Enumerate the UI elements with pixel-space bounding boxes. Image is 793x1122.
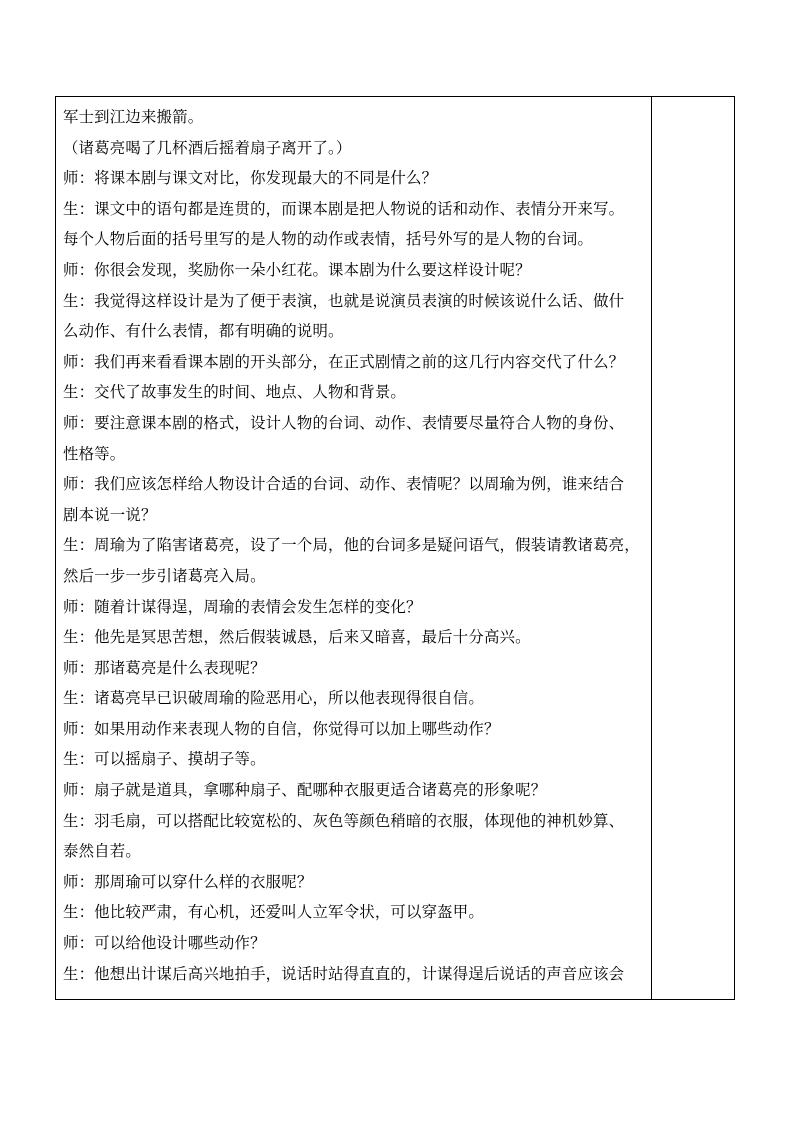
- text-line: 师：那诸葛亮是什么表现呢？: [63, 658, 266, 677]
- document-table: [55, 96, 735, 1000]
- text-line: 每个人物后面的括号里写的是人物的动作或表情，括号外写的是人物的台词。: [63, 230, 594, 249]
- text-line: 师：将课本剧与课文对比，你发现最大的不同是什么？: [63, 169, 438, 188]
- text-line: 然后一步一步引诸葛亮入局。: [63, 566, 266, 585]
- text-line: 生：他比较严肃，有心机，还爱叫人立军令状，可以穿盔甲。: [63, 903, 484, 922]
- text-line: 师：随着计谋得逞，周瑜的表情会发生怎样的变化？: [63, 597, 422, 616]
- text-line: 剧本说一说？: [63, 505, 157, 524]
- text-line: 师：你很会发现，奖励你一朵小红花。课本剧为什么要这样设计呢？: [63, 260, 531, 279]
- text-line: （诸葛亮喝了几杯酒后摇着扇子离开了。）: [63, 138, 352, 157]
- text-line: 师：我们再来看看课本剧的开头部分，在正式剧情之前的这几行内容交代了什么？: [63, 352, 625, 371]
- text-line: 师：那周瑜可以穿什么样的衣服呢？: [63, 872, 313, 891]
- main-text-cell: [56, 97, 651, 999]
- text-line: 生：我觉得这样设计是为了便于表演，也就是说演员表演的时候该说什么话、做什: [63, 291, 625, 310]
- text-line: 生：交代了故事发生的时间、地点、人物和背景。: [63, 383, 406, 402]
- text-line: 么动作、有什么表情，都有明确的说明。: [63, 322, 344, 341]
- text-line: 泰然自若。: [63, 842, 141, 861]
- text-line: 生：可以摇扇子、摸胡子等。: [63, 750, 266, 769]
- notes-cell: [652, 97, 735, 999]
- text-line: 师：可以给他设计哪些动作？: [63, 934, 266, 953]
- text-line: 军士到江边来搬箭。: [63, 108, 204, 126]
- text-lines: [56, 97, 651, 989]
- text-line: 生：他先是冥思苦想，然后假装诚恳，后来又暗喜，最后十分高兴。: [63, 628, 531, 647]
- text-line: 师：要注意课本剧的格式，设计人物的台词、动作、表情要尽量符合人物的身份、: [63, 413, 625, 432]
- text-line: 师：扇子就是道具，拿哪种扇子、配哪种衣服更适合诸葛亮的形象呢？: [63, 781, 547, 800]
- text-line: 生：他想出计谋后高兴地拍手，说话时站得直直的，计谋得逞后说话的声音应该会: [63, 964, 625, 983]
- text-line: 生：羽毛扇，可以搭配比较宽松的、灰色等颜色稍暗的衣服，体现他的神机妙算、: [63, 811, 625, 830]
- text-line: 生：课文中的语句都是连贯的，而课本剧是把人物说的话和动作、表情分开来写。: [63, 199, 625, 218]
- text-line: 师：如果用动作来表现人物的自信，你觉得可以加上哪些动作？: [63, 719, 500, 738]
- text-line: 师：我们应该怎样给人物设计合适的台词、动作、表情呢？以周瑜为例，谁来结合: [63, 475, 625, 494]
- text-line: 生：诸葛亮早已识破周瑜的险恶用心，所以他表现得很自信。: [63, 689, 484, 708]
- text-line: 生：周瑜为了陷害诸葛亮，设了一个局，他的台词多是疑问语气，假装请教诸葛亮，: [63, 536, 640, 555]
- text-line: 性格等。: [63, 444, 126, 463]
